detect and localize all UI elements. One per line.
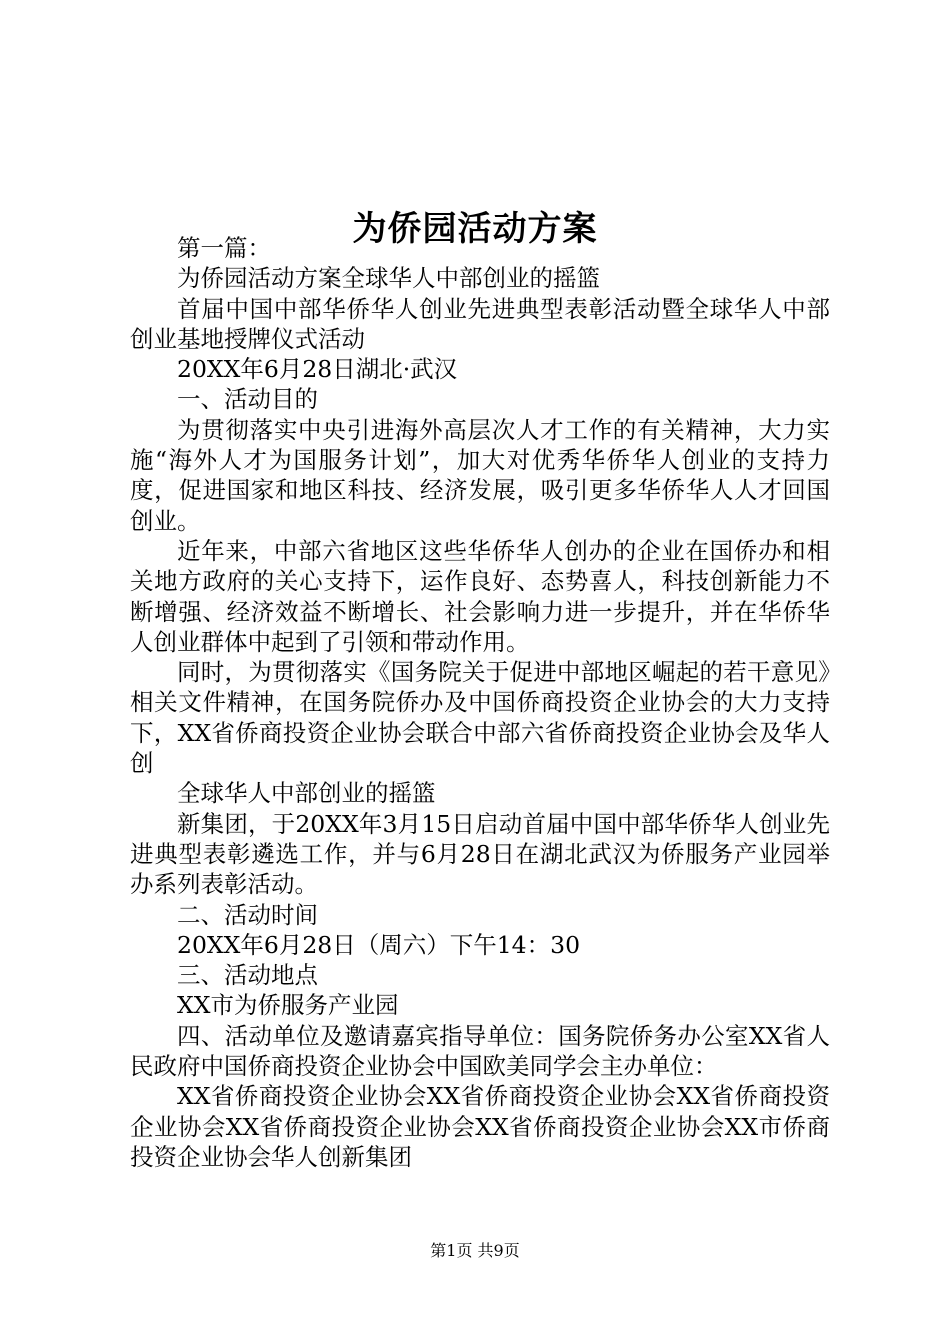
paragraph-time: 20XX年6月28日（周六）下午14：30 [177,930,581,959]
page-title: 为侨园活动方案 [352,208,598,249]
heading-purpose: 一、活动目的 [177,385,318,414]
paragraph-background: 近年来，中部六省地区这些华侨华人创办的企业在国侨办和相关地方政府的关心支持下，运作良好、态势喜人，科技创新能力不断增强、经济效益不断增长、社会影响力进一步提升，并在华侨华人创业群体中起到了引领和带动作用。 [130,536,830,656]
paragraph-section-label: 第一篇： [177,234,271,262]
page-footer: 第1页 共9页 [430,1241,520,1260]
paragraph-slogan: 全球华人中部创业的摇篮 [177,779,436,808]
paragraph-date-place: 20XX年6月28日湖北·武汉 [177,355,458,384]
heading-time: 二、活动时间 [177,900,318,929]
paragraph-group: 新集团，于20XX年3月15日启动首届中国中部华侨华人创业先进典型表彰遴选工作，并与6月28日在湖北武汉为侨服务产业园举办系列表彰活动。 [130,809,830,899]
paragraph-organizers: XX省侨商投资企业协会XX省侨商投资企业协会XX省侨商投资企业协会XX省侨商投资企业协会XX省侨商投资企业协会XX市侨商投资企业协会华人创新集团 [130,1082,830,1171]
paragraph-purpose: 为贯彻落实中央引进海外高层次人才工作的有关精神，大力实施“海外人才为国服务计划”，加大对优秀华侨华人创业的支持力度，促进国家和地区科技、经济发展，吸引更多华侨华人人才回国创业。 [130,415,830,535]
paragraph-units: 四、活动单位及邀请嘉宾指导单位：国务院侨务办公室XX省人民政府中国侨商投资企业协会中国欧美同学会主办单位： [130,1021,830,1081]
paragraph-event-name: 首届中国中部华侨华人创业先进典型表彰活动暨全球华人中部创业基地授牌仪式活动 [130,294,830,353]
heading-location: 三、活动地点 [177,961,318,990]
document-body [130,233,830,1172]
paragraph-location: XX市为侨服务产业园 [177,991,399,1020]
paragraph-subtitle: 为侨园活动方案全球华人中部创业的摇篮 [177,264,600,293]
paragraph-support: 同时，为贯彻落实《国务院关于促进中部地区崛起的若干意见》相关文件精神，在国务院侨办及中国侨商投资企业协会的大力支持下，XX省侨商投资企业协会联合中部六省侨商投资企业协会及华人创 [130,658,830,778]
